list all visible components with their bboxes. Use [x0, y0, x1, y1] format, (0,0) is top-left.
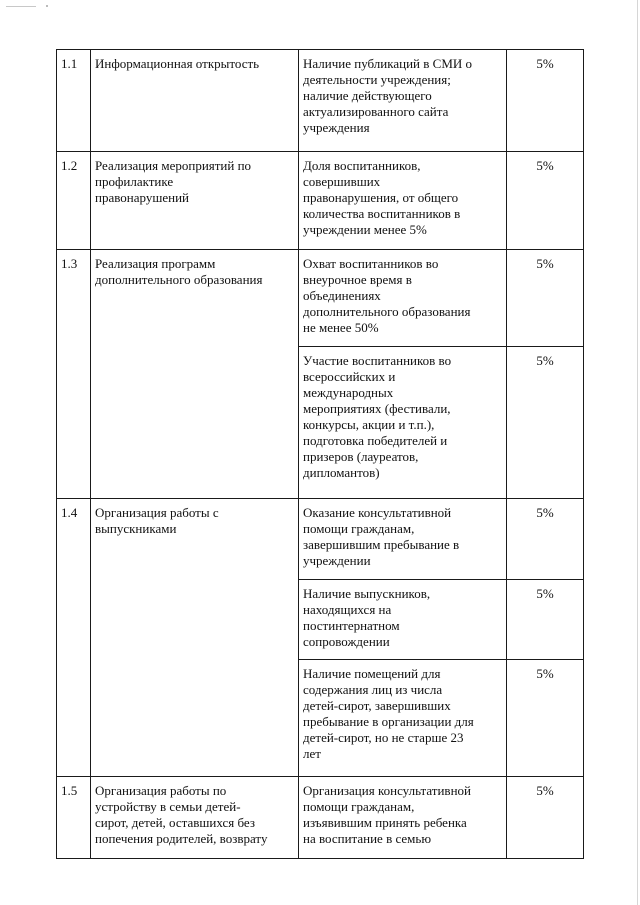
indicator-weight: 5%: [507, 499, 584, 580]
criterion-name: Информационная открытость: [91, 50, 299, 152]
indicator-text: Наличие выпускников, находящихся на постинтернатном сопровождении: [299, 580, 507, 660]
indicator-weight: 5%: [507, 660, 584, 777]
indicator-text: Наличие публикаций в СМИ о деятельности учреждения; наличие действующего актуализированного сайта учреждения: [299, 50, 507, 152]
table-row: [57, 50, 584, 152]
indicator-weight: 5%: [507, 50, 584, 152]
criterion-number: 1.4: [57, 499, 91, 777]
indicator-text: Оказание консультативной помощи гражданам, завершившим пребывание в учреждении: [299, 499, 507, 580]
indicator-text: Охват воспитанников во внеурочное время в объединениях дополнительного образования не менее 50%: [299, 250, 507, 347]
table-row: [57, 250, 584, 347]
criterion-name: Реализация программ дополнительного образования: [91, 250, 299, 499]
indicator-text: Участие воспитанников во всероссийских и международных мероприятиях (фестивали, конкурсы, акции и т.п.), подготовка победителей и призеров (лауреатов, дипломантов): [299, 347, 507, 499]
indicator-weight: 5%: [507, 250, 584, 347]
scan-artifact-dot: [46, 5, 48, 7]
indicator-weight: 5%: [507, 777, 584, 859]
criterion-number: 1.2: [57, 152, 91, 250]
criterion-number: 1.5: [57, 777, 91, 859]
table-row: [57, 499, 584, 580]
criterion-number: 1.1: [57, 50, 91, 152]
criterion-name: Реализация мероприятий по профилактике правонарушений: [91, 152, 299, 250]
criterion-name: Организация работы по устройству в семьи детей- сирот, детей, оставшихся без попечения родителей, возврату: [91, 777, 299, 859]
scan-page-edge: [637, 0, 638, 905]
indicator-weight: 5%: [507, 347, 584, 499]
indicator-text: Наличие помещений для содержания лиц из числа детей-сирот, завершивших пребывание в организации для детей-сирот, но не старше 23 лет: [299, 660, 507, 777]
criterion-number: 1.3: [57, 250, 91, 499]
criterion-name: Организация работы с выпускниками: [91, 499, 299, 777]
table-row: [57, 152, 584, 250]
indicator-text: Организация консультативной помощи гражданам, изъявившим принять ребенка на воспитание в семью: [299, 777, 507, 859]
indicator-weight: 5%: [507, 152, 584, 250]
indicator-weight: 5%: [507, 580, 584, 660]
table-row: [57, 777, 584, 859]
criteria-table: [56, 49, 584, 859]
indicator-text: Доля воспитанников, совершивших правонарушения, от общего количества воспитанников в учреждении менее 5%: [299, 152, 507, 250]
scan-artifact-line: [6, 6, 36, 7]
